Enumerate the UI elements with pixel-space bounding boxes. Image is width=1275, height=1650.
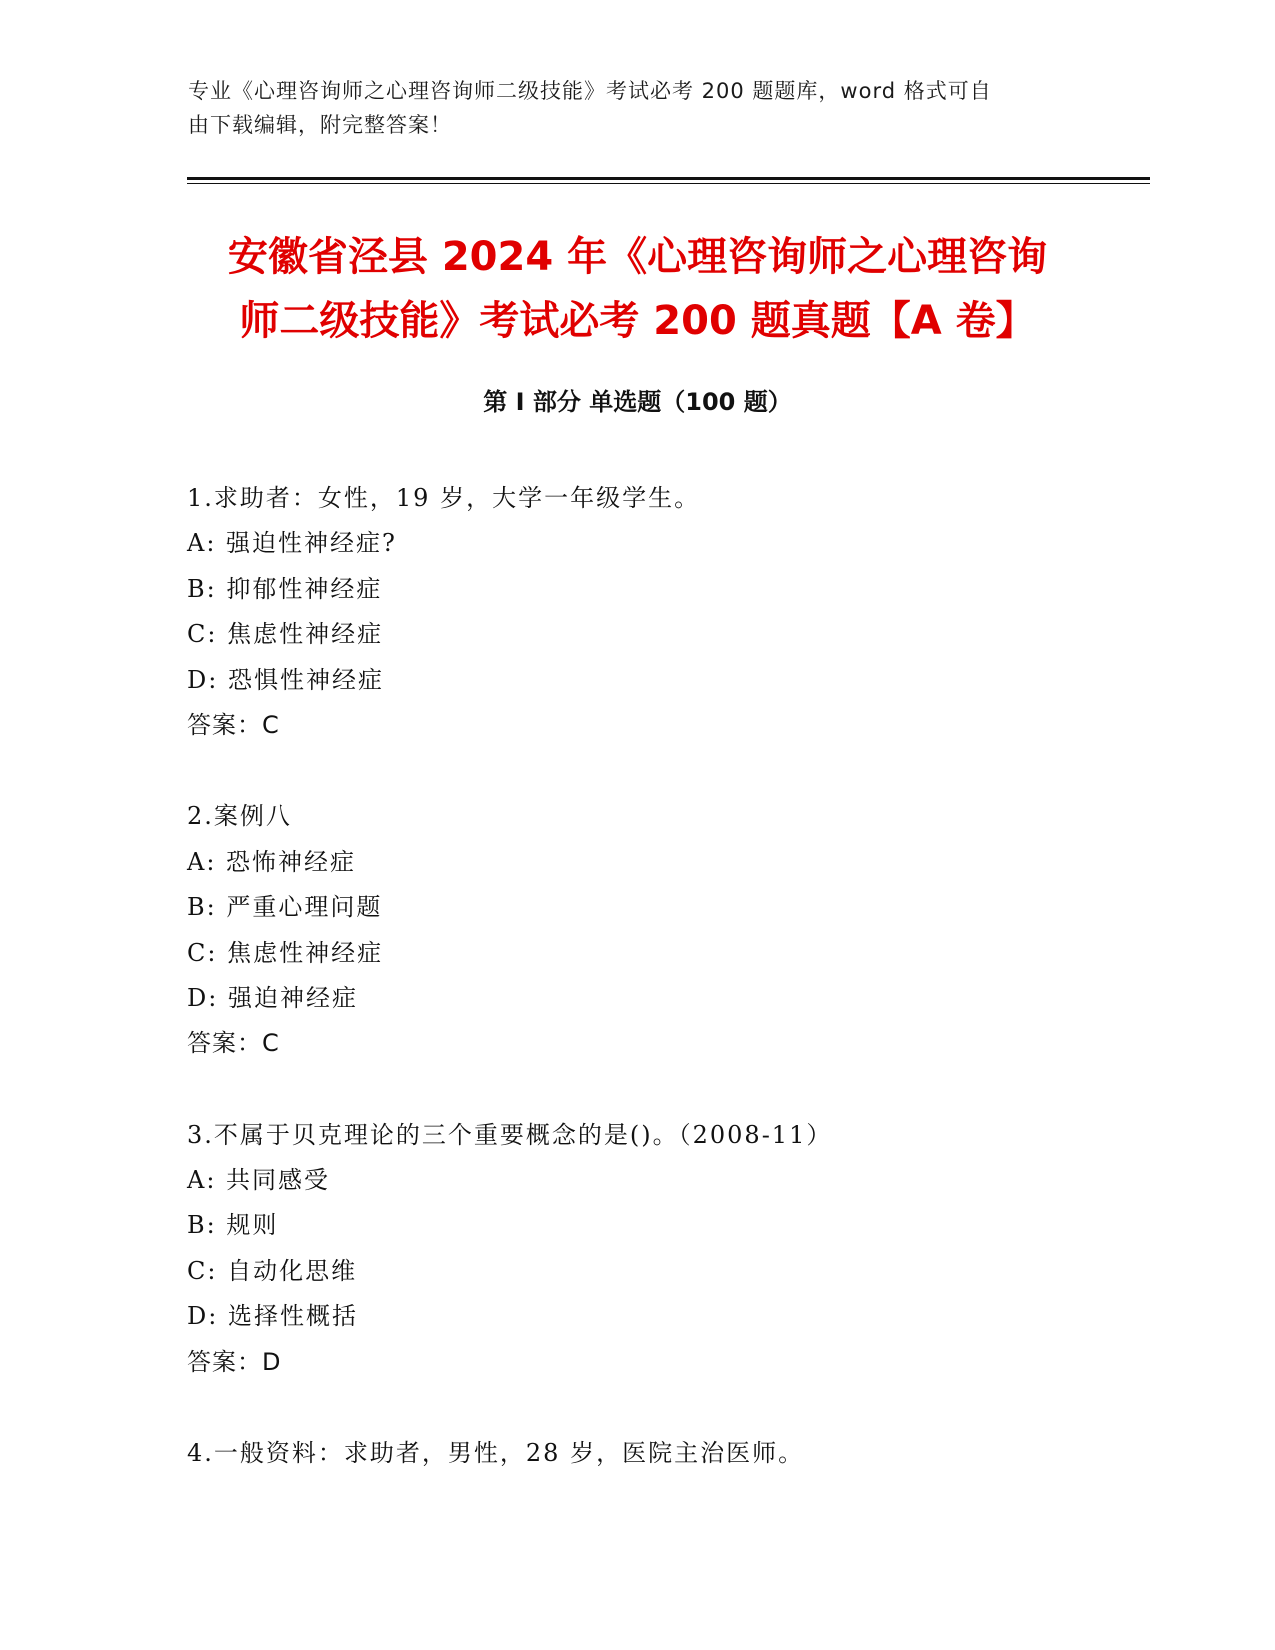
question-2: [187, 794, 1147, 1066]
option-a: A: 恐怖神经症: [187, 847, 357, 876]
question-stem: 3.不属于贝克理论的三个重要概念的是()。（2008-11）: [187, 1120, 833, 1149]
option-d: D: 恐惧性神经症: [187, 665, 384, 694]
document-title: [150, 225, 1125, 353]
question-4: [187, 1431, 1147, 1476]
option-c: C: 焦虑性神经症: [187, 620, 384, 649]
answer: 答案：D: [187, 1347, 282, 1376]
question-stem: 1.求助者：女性，19 岁，大学一年级学生。: [187, 484, 701, 512]
option-a: A: 共同感受: [187, 1166, 331, 1195]
answer: 答案：C: [187, 1029, 280, 1058]
option-c: C: 焦虑性神经症: [187, 938, 384, 967]
question-stem: 2.案例八: [187, 802, 292, 831]
question-stem: 4.一般资料：求助者，男性，28 岁，医院主治医师。: [187, 1439, 805, 1468]
intro-line-2: 由下载编辑，附完整答案！: [188, 113, 452, 137]
header-rule-thin: [187, 183, 1150, 184]
answer: 答案：C: [187, 710, 280, 739]
document-intro: [188, 74, 1088, 142]
section-heading: 第 I 部分 单选题（100 题）: [483, 388, 792, 416]
option-b: B: 抑郁性神经症: [187, 574, 383, 603]
question-list: [187, 476, 1147, 1522]
option-b: B: 规则: [187, 1211, 279, 1240]
option-c: C: 自动化思维: [187, 1256, 358, 1285]
intro-line-1: 专业《心理咨询师之心理咨询师二级技能》考试必考 200 题题库，word 格式可自: [188, 79, 992, 103]
question-3: [187, 1113, 1147, 1385]
option-d: D: 选择性概括: [187, 1302, 358, 1331]
header-rule-thick: [187, 177, 1150, 180]
option-b: B: 严重心理问题: [187, 893, 383, 922]
question-1: [187, 476, 1147, 748]
title-line-2: 师二级技能》考试必考 200 题真题【A 卷】: [239, 298, 1036, 344]
title-line-1: 安徽省泾县 2024 年《心理咨询师之心理咨询: [227, 234, 1048, 280]
option-a: A: 强迫性神经症?: [187, 529, 397, 558]
option-d: D: 强迫神经症: [187, 983, 358, 1012]
